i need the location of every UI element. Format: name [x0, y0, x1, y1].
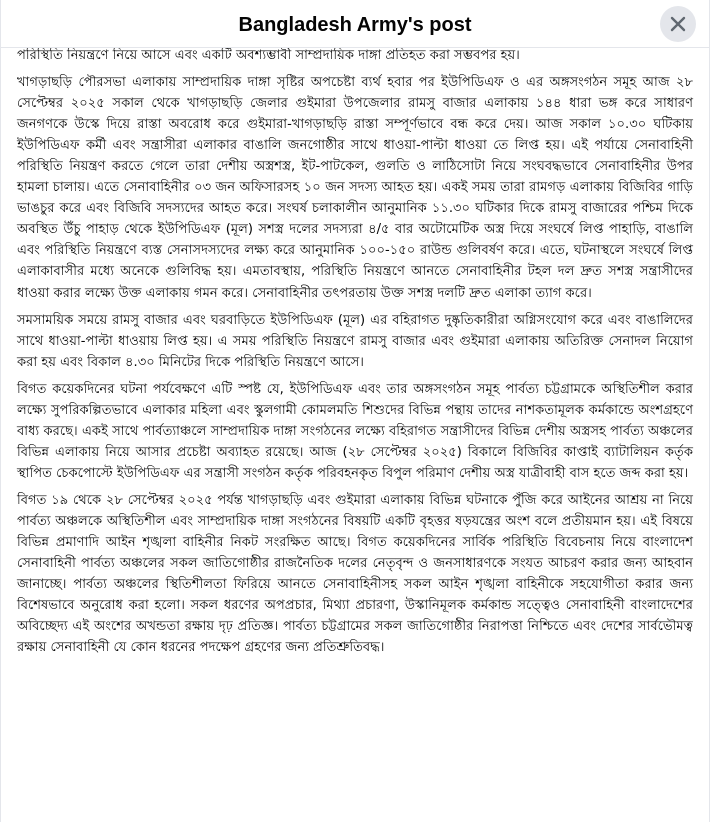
post-paragraph: সমসাময়িক সময়ে রামসু বাজার এবং ঘরবাড়িতে ইউপিডিএফ (মূল) এর বহিরাগত দুষ্কৃতিকারীরা অগ্নিসংযোগ করে এবং বাঙালিদের সাথে ধাওয়া-পাল্টা ধাওয়ায় লিপ্ত হয়। এ সময় পরিস্থিতি নিয়ন্ত্রণে রামসু বাজার এবং গুইমারা এলাকায় অতিরিক্ত সেনাদল নিয়োগ করা হয় এবং বিকাল ৪.৩০ মিনিটের দিকে পরিস্থিতি নিয়ন্ত্রণে আসে। [17, 312, 693, 370]
dialog-title: Bangladesh Army's post [238, 14, 472, 36]
post-content-scroll-area[interactable] [1, 48, 709, 822]
scrollbar[interactable] [703, 48, 709, 822]
close-button[interactable] [660, 6, 696, 42]
dialog-header [1, 0, 709, 48]
post-paragraph: পরিস্থিতি নিয়ন্ত্রণে নিয়ে আসে এবং একটি অবশ্যম্ভাবী সাম্প্রদায়িক দাঙ্গা প্রতিহত করা সম্ভবপর হয়। [17, 48, 520, 63]
post-body-text [17, 48, 693, 664]
post-paragraph: বিগত কয়েকদিনের ঘটনা পর্যবেক্ষণে এটি স্পষ্ট যে, ইউপিডিএফ এবং তার অঙ্গসংগঠন সমূহ পার্বত্য চট্টগ্রামকে অস্থিতিশীল করার লক্ষ্যে সুপরিকল্পিতভাবে এলাকার মহিলা এবং স্কুলগামী কোমলমতি শিশুদের বিভিন্ন পন্থায় তাদের নাশকতামূলক কর্মকান্ডে অংশগ্রহণে বাধ্য করছে। একই সাথে পার্বত্যাঞ্চলে সাম্প্রদায়িক দাঙ্গা সংগঠনের লক্ষ্যে বহিরাগত সন্ত্রাসীদের বিভিন্ন দেশীয় অস্ত্রসহ পার্বত্য অঞ্চলের বিভিন্ন এলাকায় নিয়ে আসার প্রচেষ্টা অব্যাহত রয়েছে। আজ (২৮ সেপ্টেম্বর ২০২৫) বিকালে বিজিবির কাপ্তাই ব্যাটালিয়ন কর্তৃক স্থাপিত চেকপোস্টে ইউপিডিএফ এর সন্ত্রাসী সংগঠন কর্তৃক পরিবহনকৃত বিপুল পরিমাণ দেশীয় অস্ত্র যাত্রীবাহী বাস হতে জব্দ করা হয়। [17, 381, 693, 481]
close-icon [670, 16, 686, 32]
post-paragraph: বিগত ১৯ থেকে ২৮ সেপ্টেম্বর ২০২৫ পর্যন্ত খাগড়াছড়ি এবং গুইমারা এলাকায় বিভিন্ন ঘটনাকে পুঁজি করে আইনের আশ্রয় না নিয়ে পার্বত্য অঞ্চলকে অস্থিতিশীল এবং সাম্প্রদায়িক দাঙ্গা সংগঠনের বিষয়টি একটি বৃহত্তর ষড়যন্ত্রের অংশ বলে প্রতীয়মান হয়। এই বিষয়ে বিভিন্ন প্রমাণাদি আইন শৃঙ্খলা বাহিনীর নিকট সংরক্ষিত আছে। বিগত কয়েকদিনের সার্বিক পরিস্থিতি বিবেচনায় নিয়ে বাংলাদেশ সেনাবাহিনী পার্বত্য অঞ্চলের সকল জাতিগোষ্ঠীর রাজনৈতিক দলের নেতৃবৃন্দ ও জনসাধারণকে সংযত আচরণ করার জন্য আহবান জানাচ্ছে। পার্বত্য অঞ্চলের স্থিতিশীলতা ফিরিয়ে আনতে সেনাবাহিনীসহ সকল আইন শৃঙ্খলা বাহিনীকে সহযোগীতা করার জন্য বিশেষভাবে অনুরোধ করা হলো। সকল ধরণের অপপ্রচার, মিথ্যা প্রচারণা, উস্কানিমূলক কর্মকান্ড সত্ত্বেও সেনাবাহিনী বাংলাদেশের অবিচ্ছেদ্য এই অংশের অখন্ডতা রক্ষায় দৃঢ় প্রতিজ্ঞ। পার্বত্য চট্টগ্রামের সকল জাতিগোষ্ঠীর নিরাপত্তা নিশ্চিতে এবং দেশের সার্বভৌমত্ব রক্ষায় সেনাবাহিনী যে কোন ধরনের পদক্ষেপ গ্রহণের জন্য প্রতিশ্রুতিবদ্ধ। [17, 492, 693, 656]
post-paragraph: খাগড়াছড়ি পৌরসভা এলাকায় সাম্প্রদায়িক দাঙ্গা সৃষ্টির অপচেষ্টা ব্যর্থ হবার পর ইউপিডিএফ ও এর অঙ্গসংগঠন সমূহ আজ ২৮ সেপ্টেম্বর ২০২৫ সকাল থেকে খাগড়াছড়ি জেলার গুইমারা উপজেলার রামসু বাজার এলাকায় ১৪৪ ধারা ভঙ্গ করে সাধারণ জনগণকে উস্কে দিয়ে রাস্তা অবরোধ করে গুইমারা-খাগড়াছড়ি রাস্তা সম্পূর্ণভাবে বন্ধ করে দেয়। আজ সকাল ১০.৩০ ঘটিকায় ইউপিডিএফ কর্মী এবং সন্ত্রাসীরা এলাকার বাঙালি জনগোষ্ঠীর সাথে ধাওয়া-পাল্টা ধাওয়া তে লিপ্ত হয়। এই পর্যায়ে সেনাবাহিনী পরিস্থিতি নিয়ন্ত্রণ করতে গেলে তারা দেশীয় অস্ত্রশস্ত্র, ইট-পাটকেল, গুলতি ও লাঠিসোটা নিয়ে সংঘবদ্ধভাবে সেনাবাহিনীর উপর হামলা চালায়। এতে সেনাবাহিনীর ০৩ জন অফিসারসহ ১০ জন সদস্য আহত হয়। একই সময় তারা রামগড় এলাকায় বিজিবির গাড়ি ভাঙচুর করে এবং বিজিবি সদস্যদের আহত করে। সংঘর্ষ চলাকালীন আনুমানিক ১১.৩০ ঘটিকার দিকে রামসু বাজারের পশ্চিম দিকে অবস্থিত উঁচু পাহাড় থেকে ইউপিডিএফ (মূল) সশস্ত্র দলের সদস্যরা ৪/৫ বার অটোমেটিক অস্ত্র দিয়ে সংঘর্ষে লিপ্ত পাহাড়ি, বাঙালি এবং পরিস্থিতি নিয়ন্ত্রণে ব্যস্ত সেনাসদস্যদের লক্ষ্য করে আনুমানিক ১০০-১৫০ রাউন্ড গুলিবর্ষণ করে। এতে, ঘটনাস্থলে সংঘর্ষে লিপ্ত এলাকাবাসীর মধ্যে অনেকে গুলিবিদ্ধ হয়। এমতাবস্থায়, পরিস্থিতি নিয়ন্ত্রণে আনতে সেনাবাহিনীর টহল দল দ্রুত সশস্ত্র সন্ত্রাসীদের ধাওয়া করার লক্ষ্যে উক্ত এলাকায় গমন করে। সেনাবাহিনীর তৎপরতায় উক্ত সশস্ত্র দলটি দ্রুত এলাকা ত্যাগ করে। [17, 75, 693, 301]
